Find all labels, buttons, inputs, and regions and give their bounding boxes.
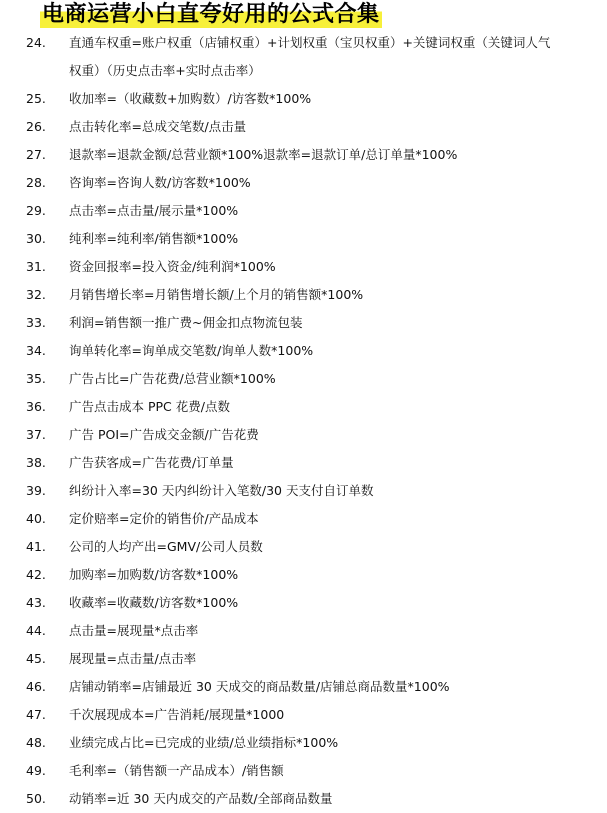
- item-number: 35.: [26, 371, 46, 386]
- list-item: [0, 197, 607, 225]
- item-number: 34.: [26, 343, 46, 358]
- item-text: 加购率=加购数/访客数*100%: [69, 567, 239, 582]
- list-item: [0, 281, 607, 309]
- item-number: 25.: [26, 91, 46, 106]
- item-text: 纯利率=纯利率/销售额*100%: [69, 231, 239, 246]
- item-text: 纠纷计入率=30 天内纠纷计入笔数/30 天支付自订单数: [69, 483, 374, 498]
- list-item: [0, 29, 607, 85]
- list-item: [0, 561, 607, 589]
- item-number: 43.: [26, 595, 46, 610]
- item-number: 24.: [26, 35, 46, 50]
- list-item: [0, 141, 607, 169]
- item-text: 收藏率=收藏数/访客数*100%: [69, 595, 239, 610]
- page-title: 电商运营小白直夸好用的公式合集: [42, 2, 380, 27]
- item-text: 定价赔率=定价的销售价/产品成本: [69, 511, 259, 526]
- list-item: [0, 729, 607, 757]
- item-number: 46.: [26, 679, 46, 694]
- item-text: 广告 POI=广告成交金额/广告花费: [69, 427, 259, 442]
- list-item: [0, 421, 607, 449]
- list-item: [0, 617, 607, 645]
- list-item: [0, 85, 607, 113]
- item-number: 33.: [26, 315, 46, 330]
- list-item: [0, 337, 607, 365]
- item-text: 动销率=近 30 天内成交的产品数/全部商品数量: [69, 791, 333, 806]
- item-text: 点击量=展现量*点击率: [69, 623, 199, 638]
- list-item: [0, 309, 607, 337]
- item-text: 点击转化率=总成交笔数/点击量: [69, 119, 247, 134]
- list-item: [0, 645, 607, 673]
- item-text: 毛利率=（销售额一产品成本）/销售额: [69, 763, 284, 778]
- list-item: [0, 225, 607, 253]
- item-text: 公司的人均产出=GMV/公司人员数: [69, 539, 263, 554]
- list-item: [0, 253, 607, 281]
- item-number: 41.: [26, 539, 46, 554]
- item-number: 44.: [26, 623, 46, 638]
- item-number: 27.: [26, 147, 46, 162]
- item-text: 展现量=点击量/点击率: [69, 651, 197, 666]
- list-item: [0, 701, 607, 729]
- item-number: 38.: [26, 455, 46, 470]
- item-number: 49.: [26, 763, 46, 778]
- item-text: 直通车权重=账户权重（店铺权重）+计划权重（宝贝权重）+关键词权重（关键词人气权重）（历史点击率+实时点击率）: [69, 35, 551, 78]
- item-number: 42.: [26, 567, 46, 582]
- list-item: [0, 169, 607, 197]
- list-item: [0, 505, 607, 533]
- item-text: 询单转化率=询单成交笔数/询单人数*100%: [69, 343, 314, 358]
- list-item: [0, 113, 607, 141]
- list-item: [0, 533, 607, 561]
- list-item: [0, 393, 607, 421]
- item-number: 50.: [26, 791, 46, 806]
- list-item: [0, 757, 607, 785]
- item-text: 业绩完成占比=已完成的业绩/总业绩指标*100%: [69, 735, 339, 750]
- item-number: 32.: [26, 287, 46, 302]
- list-item: [0, 673, 607, 701]
- item-number: 36.: [26, 399, 46, 414]
- item-text: 广告占比=广告花费/总营业额*100%: [69, 371, 276, 386]
- list-item: [0, 365, 607, 393]
- item-number: 30.: [26, 231, 46, 246]
- item-number: 45.: [26, 651, 46, 666]
- list-item: [0, 449, 607, 477]
- item-number: 31.: [26, 259, 46, 274]
- item-text: 广告获客成=广告花费/订单量: [69, 455, 234, 470]
- item-number: 26.: [26, 119, 46, 134]
- item-number: 40.: [26, 511, 46, 526]
- item-number: 37.: [26, 427, 46, 442]
- item-number: 47.: [26, 707, 46, 722]
- item-text: 收加率=（收藏数+加购数）/访客数*100%: [69, 91, 312, 106]
- title-area: [40, 0, 382, 29]
- item-text: 月销售增长率=月销售增长额/上个月的销售额*100%: [69, 287, 364, 302]
- item-text: 点击率=点击量/展示量*100%: [69, 203, 239, 218]
- item-text: 千次展现成本=广告消耗/展现量*1000: [69, 707, 285, 722]
- formula-list: [0, 29, 607, 813]
- item-number: 29.: [26, 203, 46, 218]
- item-text: 退款率=退款金额/总营业额*100%退款率=退款订单/总订单量*100%: [69, 147, 458, 162]
- item-number: 28.: [26, 175, 46, 190]
- item-text: 资金回报率=投入资金/纯利润*100%: [69, 259, 276, 274]
- item-text: 咨询率=咨询人数/访客数*100%: [69, 175, 251, 190]
- list-item: [0, 589, 607, 617]
- item-text: 利润=销售额一推广费~佣金扣点物流包装: [69, 315, 303, 330]
- item-number: 48.: [26, 735, 46, 750]
- item-text: 店铺动销率=店铺最近 30 天成交的商品数量/店铺总商品数量*100%: [69, 679, 450, 694]
- item-text: 广告点击成本 PPC 花费/点数: [69, 399, 230, 414]
- list-item: [0, 477, 607, 505]
- item-number: 39.: [26, 483, 46, 498]
